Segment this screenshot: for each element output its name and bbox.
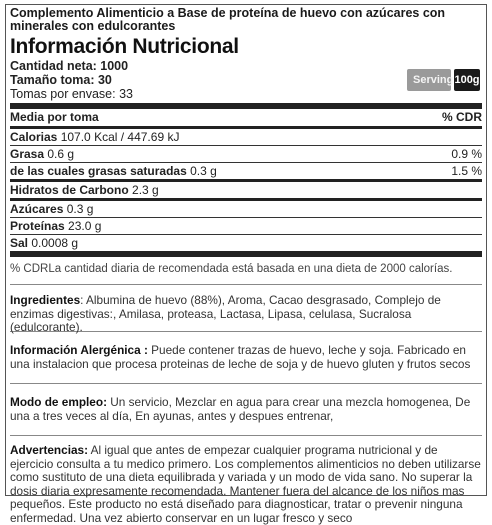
per-100g-button[interactable]: 100g	[454, 69, 480, 91]
ingredients-text: : Albumina de huevo (88%), Aroma, Cacao desgrasado, Complejo de enzimas digestivas:, Amilasa, proteasa, Lactasa, Lipasa, celulasa, Sucralosa (edulcorante).	[10, 293, 441, 334]
usage-label: Modo de empleo:	[10, 395, 107, 409]
usage-text: Un servicio, Mezclar en agua para crear una mezcla homogenea, De una a tres veces al día, En ayunas, antes y despues entrenar,	[10, 395, 471, 423]
serving-toggle	[407, 69, 480, 91]
table-row-proteinas	[10, 218, 482, 235]
product-title: Complemento Alimenticio a Base de proteína de huevo con azúcares con minerales con edulcorantes	[10, 6, 446, 33]
serving-size: Tamaño toma: 30	[10, 73, 112, 87]
warnings-section	[10, 436, 482, 525]
table-header	[10, 109, 482, 129]
table-row-sal	[10, 235, 482, 257]
row-value: 23.0 g	[68, 219, 102, 233]
row-value: 0.6 g	[47, 147, 75, 161]
table-row-hidratos	[10, 182, 482, 201]
warnings-label: Advertencias:	[10, 443, 89, 457]
allergen-section	[10, 332, 482, 384]
cdr-note: % CDRLa cantidad diaria de recomendada está basada en una dieta de 2000 calorías.	[10, 257, 482, 285]
row-label: Grasa	[10, 147, 45, 161]
serving-button[interactable]: Serving	[407, 69, 451, 91]
row-label: Azúcares	[10, 202, 64, 216]
ingredients-section	[10, 285, 482, 332]
row-label: de las cuales grasas saturadas	[10, 164, 187, 178]
servings-per-container: Tomas por envase: 33	[10, 87, 133, 101]
row-value: 107.0 Kcal / 447.69 kJ	[60, 130, 180, 144]
allergen-text: Puede contener trazas de huevo, leche y soja. Fabricado en una instalacion que procesa proteinas de leche de soja y de huevo gluten y frutos secos	[10, 343, 471, 371]
row-label: Calorias	[10, 130, 58, 144]
allergen-label: Información Alergénica :	[10, 343, 148, 357]
row-label: Proteínas	[10, 219, 65, 233]
net-quantity: Cantidad neta: 1000	[10, 59, 129, 73]
usage-section	[10, 384, 482, 436]
table-row-azucares	[10, 201, 482, 218]
table-header-left: Media por toma	[10, 110, 99, 124]
row-value: 0.3 g	[190, 164, 217, 178]
row-label: Sal	[10, 236, 29, 250]
row-value: 0.0008 g	[31, 236, 79, 250]
warnings-text: Al igual que antes de empezar cualquier programa nutricional y de ejercicio consulta a tu medico primero. Los complementos alimenticios no deben utilizarse como sustituto de una dieta equilibrada y variada y un modo de vida sano. No superar la dosis diaria expresamente recomendada. Mantener fuera del alcance de los niños mas pequeños. Este producto no está diseñado para diagnosticar, tratar o prevenir ninguna enfermedad. Una vez abierto conservar en un lugar fresco y seco	[10, 443, 481, 525]
row-value: 0.3 g	[66, 202, 94, 216]
ingredients-label: Ingredientes	[10, 293, 81, 307]
page-title: Información Nutricional	[10, 35, 239, 58]
nutrition-panel	[5, 4, 487, 525]
row-pct: 1.5 %	[451, 164, 482, 178]
table-row-calorias	[10, 129, 482, 146]
row-value: 2.3 g	[132, 183, 159, 197]
table-header-right: % CDR	[441, 110, 482, 124]
meta-block	[10, 59, 482, 101]
row-label: Hidratos de Carbono	[10, 183, 129, 197]
row-pct: 0.9 %	[451, 147, 482, 161]
table-row-saturadas	[10, 163, 482, 182]
table-row-grasa	[10, 146, 482, 163]
